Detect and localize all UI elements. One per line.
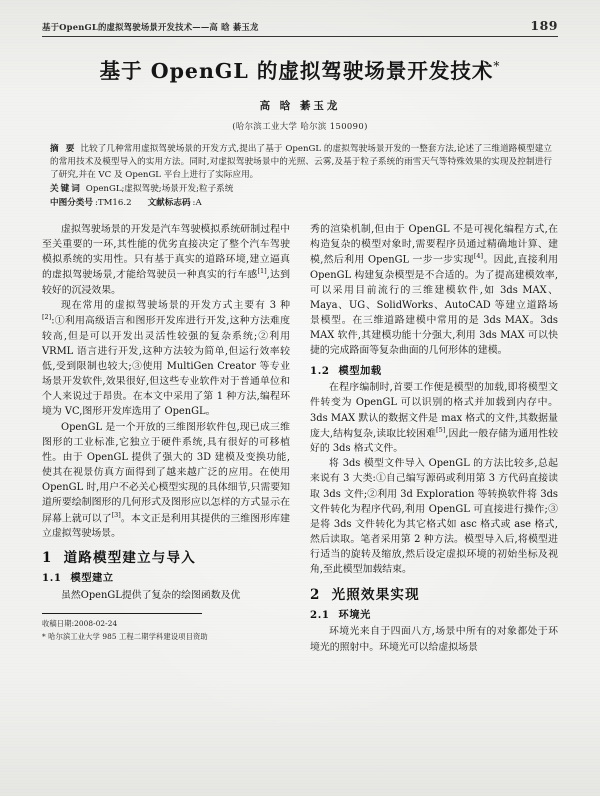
reference-marker: [5] (436, 425, 446, 434)
page-content (42, 18, 558, 655)
page-number: 189 (530, 18, 558, 33)
paragraph-text: 现在常用的虚拟驾驶场景的开发方式主要有 3 种 (61, 300, 290, 312)
paragraph-text: 在程序编制时,首要工作便是模型的加载,即将模型文件转变为 OpenGL 可以识别的格式并加载到内存中。3ds MAX 默认的数据文件是 max 格式的文件,其数据量庞大,结构复杂,读取比较困难 (310, 382, 558, 440)
section-heading-2 (310, 587, 558, 603)
article-authors: 高 晗 綦玉龙 (259, 99, 341, 112)
reference-marker: [4] (473, 252, 484, 261)
right-column (310, 222, 558, 655)
footnote-rule (42, 613, 202, 614)
paragraph (310, 222, 558, 359)
left-column (42, 222, 290, 655)
keywords-value: OpenGL;虚拟驾驶;场景开发;粒子系统 (85, 183, 234, 194)
subsection-number: 2.1 (310, 608, 330, 621)
section-title: 光照效果实现 (331, 586, 420, 603)
footnote-block (42, 613, 208, 643)
paragraph: 将 3ds 模型文件导入 OpenGL 的方法比较多,总起来说有 3 大类:①自己编写源码或利用第 3 方代码直接读取 3ds 文件;②利用 3d Exploration 等转换软件将 3ds 文件转化为程序代码,利用 OpenGL 可直接进行操作;③是将 3ds 文件转化为其它格式如 asc 格式或 ase 格式,然后读取。笔者采用第 2 种方法。模型导入后,将模型进行适当的旋转及缩放,然后设定虚拟环境的初始坐标及视角,至此模型加载结束。 (310, 458, 558, 576)
keywords-line (50, 183, 552, 196)
paragraph (42, 222, 290, 298)
subsection-heading-1-2 (310, 364, 558, 380)
abstract-paragraph (50, 143, 552, 182)
received-date: 2008-02-24 (74, 619, 118, 629)
subsection-title: 模型建立 (70, 572, 114, 585)
subsection-heading-1-1 (42, 571, 290, 587)
section-number: 1 (42, 550, 53, 567)
body-columns (42, 222, 558, 655)
reference-marker: [3] (111, 510, 121, 519)
abstract-text: 比较了几种常用虚拟驾驶场景的开发方式,提出了基于 OpenGL 的虚拟驾驶场景开发的一整套方法,论述了三维道路模型建立的常用技术及模型导入的实用方法。同时,对虚拟驾驶场景中的光照、云雾,及基于粒子系统的雨雪天气等特殊效果的实现及控制进行了研究,并在 VC 及 OpenGL 平台上进行了实际应用。 (50, 143, 552, 180)
header-rule (42, 36, 558, 37)
doccode-value: A (195, 197, 202, 208)
reference-marker: [1] (257, 267, 267, 276)
abstract-block (42, 143, 558, 210)
received-label: 收稿日期 (42, 619, 72, 629)
section-title: 道路模型建立与导入 (63, 550, 196, 567)
subsection-number: 1.2 (310, 364, 330, 377)
subsection-number: 1.1 (42, 572, 62, 585)
section-number: 2 (310, 586, 321, 603)
paragraph-text-tail: :①利用高级语言和图形开发库进行开发,这种方法难度较高,但是可以开发出灵活性较强的复杂系统;②利用 VRML 语言进行开发,这种方法较为简单,但运行效率较低,受到限制也较大;③使用 MultiGen Creator 等专业场景开发软件,效果很好,但这些专业软件对于普通单位和个人来说过于昂贵。在本文中采用了第 1 种方法,编程环境为 VC,图形开发库选用了 OpenGL。 (42, 315, 290, 418)
paragraph (42, 588, 290, 603)
running-head (42, 18, 558, 35)
paragraph (42, 420, 290, 542)
paragraph (42, 298, 290, 420)
doccode-label: 文献标志码 (147, 197, 191, 208)
subsection-title: 环境光 (338, 608, 371, 621)
footnote-received: 收稿日期:2008-02-24 (42, 619, 118, 629)
paragraph-text-tail: ,因此一般存储为通用性较好的 3ds 格式文件。 (310, 428, 558, 455)
page-title (42, 59, 558, 85)
running-head-title: 基于OpenGL的虚拟驾驶场景开发技术——高 晗 綦玉龙 (42, 22, 259, 32)
subsection-title: 模型加载 (338, 364, 382, 377)
classification-line: 中图分类号 :TM16.2 文献标志码 :A (50, 197, 202, 208)
article-title: 基于 OpenGL 的虚拟驾驶场景开发技术 (99, 59, 494, 83)
paragraph-text-tail: 。本文正是利用其提供的三维图形库建立虚拟驾驶场景。 (42, 512, 290, 539)
title-footnote-marker: * (493, 59, 501, 74)
subsection-heading-2-1 (310, 608, 558, 624)
clc-label: 中图分类号 (50, 197, 93, 208)
paragraph-text: OpenGL 是一个开放的三维图形软件包,现已成三维图形的工业标准,它独立于硬件系统,具有很好的可移植性。由于 OpenGL 提供了强大的 3D 建模及变换功能,使其在视景仿真方面得到了越来越广泛的应用。在使用 OpenGL 时,用户不必关心模型实现的具体细节,只需要知道所要绘制图形的几何形式及图形应以怎样的方式显示在屏幕上就可以了 (42, 421, 290, 524)
keywords-label: 关键词 (50, 183, 82, 194)
paragraph-text: 秀的渲染机制,但由于 OpenGL 不是可视化编程方式,在构造复杂的模型对象时,需要程序员通过精确地计算、建模,然后利用 OpenGL 一步一步实现 (310, 223, 558, 266)
paragraph-text: 虚拟驾驶场景的开发是汽车驾驶模拟系统研制过程中至关重要的一环,其性能的优劣直接决定了整个汽车驾驶模拟系统的实用性。只有基于真实的道路环境,建立逼真的虚拟驾驶场景,才能给驾驶员一种真实的行车感 (42, 223, 290, 281)
abstract-label: 摘 要 (50, 143, 77, 154)
clc-value: TM16.2 (97, 197, 132, 208)
reference-marker: [2] (42, 313, 52, 322)
paragraph-text-tail: ,达到较好的沉浸效果。 (42, 269, 291, 296)
paragraph: 环境光来自于四面八方,场景中所有的对象都处于环境光的照射中。环境光可以给虚拟场景 (310, 626, 558, 653)
paragraph-text-tail: 。因此,直接利用 OpenGL 构建复杂模型是不合适的。为了提高建模效率,可以采用目前流行的三维建模软件,如 3ds MAX、Maya、UG、SolidWorks、AutoCAD 等建立道路场景模型。在三维道路建模中常用的是 3ds MAX。3ds MAX 软件,其建模功能十分强大,利用 3ds MAX 可以快捷的完成路面等复杂曲面的几何形体的建模。 (310, 254, 558, 357)
footnote-funding: * 哈尔滨工业大学 985 工程二期学科建设项目资助 (42, 632, 208, 641)
article-affiliation: (哈尔滨工业大学 哈尔滨 150090) (232, 120, 368, 131)
paragraph (310, 380, 558, 456)
section-heading-1 (42, 550, 290, 566)
paragraph-text: 虽然OpenGL提供了复杂的绘图函数及优 (61, 589, 241, 601)
